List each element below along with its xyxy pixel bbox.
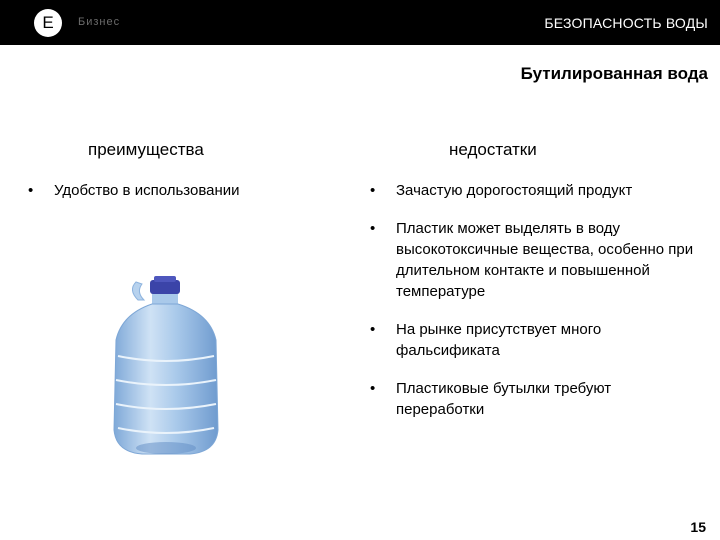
water-bottle-image	[92, 270, 240, 460]
page-title: Бутилированная вода	[520, 64, 708, 83]
page-number: 15	[690, 519, 706, 535]
list-item: • Удобство в использовании	[26, 180, 326, 201]
logo-letter: Е	[42, 13, 54, 32]
cons-heading: недостатки	[449, 140, 537, 159]
logo-text: Бизнес	[78, 16, 121, 28]
pros-heading: преимущества	[88, 140, 204, 159]
list-item: • Зачастую дорогостоящий продукт	[368, 180, 698, 201]
cons-list	[368, 180, 698, 437]
list-item: • На рынке присутствует много фальсификата	[368, 319, 698, 361]
list-item: • Пластик может выделять в воду высокотоксичные вещества, особенно при длительном контакте и повышенной температуре	[368, 218, 698, 302]
header-title: БЕЗОПАСНОСТЬ ВОДЫ	[544, 15, 708, 31]
list-item: • Пластиковые бутылки требуют переработки	[368, 378, 698, 420]
logo	[34, 9, 62, 37]
pros-list	[26, 180, 326, 201]
top-bar	[0, 0, 720, 45]
